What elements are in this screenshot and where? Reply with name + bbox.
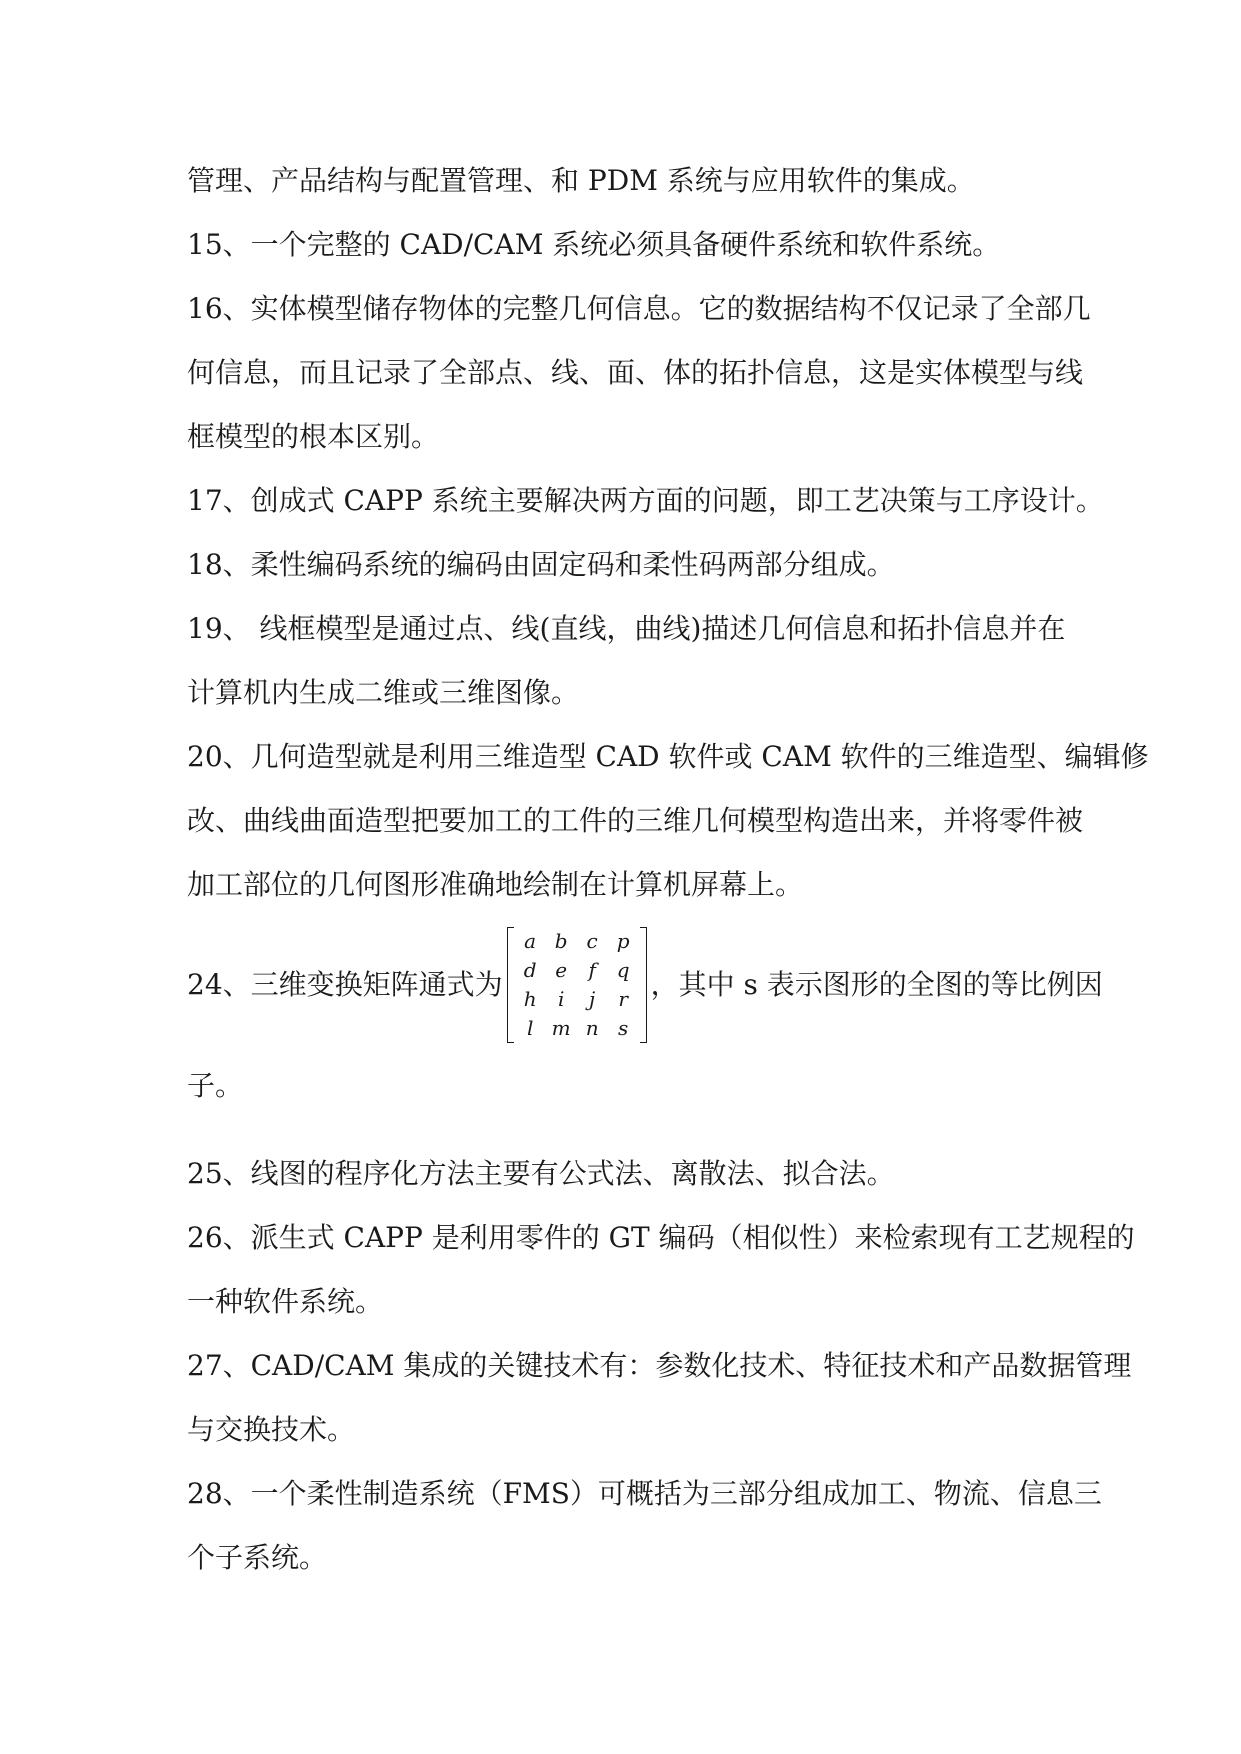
item-17: 17、创成式 CAPP 系统主要解决两方面的问题，即工艺决策与工序设计。 [187,484,1104,517]
matrix-cell: d [523,958,537,982]
text-line: 一种软件系统。 [187,1285,384,1318]
matrix-cell: c [586,929,598,953]
matrix-cell: e [555,958,568,982]
transform-matrix [507,927,647,1043]
item-16: 16、实体模型储存物体的完整几何信息。它的数据结构不仅记录了全部几 [187,292,1091,325]
matrix-cell: q [616,958,630,982]
matrix-cell: j [589,987,596,1011]
item-15: 15、一个完整的 CAD/CAM 系统必须具备硬件系统和软件系统。 [187,228,1001,261]
matrix-cell: r [618,987,628,1011]
matrix-prefix: 24、三维变换矩阵通式为 [187,968,503,1001]
matrix-cell: l [526,1016,534,1040]
matrix-cell: n [585,1016,599,1040]
matrix-cell: b [554,929,568,953]
matrix-cell: i [557,987,565,1011]
item-19: 19、 线框模型是通过点、线(直线，曲线)描述几何信息和拓扑信息并在 [187,612,1066,645]
text-line: 改、曲线曲面造型把要加工的工件的三维几何模型构造出来，并将零件被 [187,804,1084,837]
matrix-cell: f [588,958,596,982]
matrix-suffix: ，其中 s 表示图形的全图的等比例因 [650,968,1103,1001]
text-line: 框模型的根本区别。 [187,420,440,453]
matrix-cell: a [524,929,537,953]
text-line: 与交换技术。 [187,1413,356,1446]
item-26: 26、派生式 CAPP 是利用零件的 GT 编码（相似性）来检索现有工艺规程的 [187,1221,1135,1254]
matrix-cell: m [551,1016,571,1040]
text-line: 个子系统。 [187,1541,328,1574]
matrix-cell: p [616,929,630,953]
text-line: 何信息，而且记录了全部点、线、面、体的拓扑信息，这是实体模型与线 [187,356,1084,389]
text-line: 计算机内生成二维或三维图像。 [187,676,580,709]
item-18: 18、柔性编码系统的编码由固定码和柔性码两部分组成。 [187,548,895,581]
matrix-cell: h [523,987,537,1011]
item-27: 27、CAD/CAM 集成的关键技术有：参数化技术、特征技术和产品数据管理 [187,1349,1132,1382]
item-24 [187,925,1103,1045]
item-20: 20、几何造型就是利用三维造型 CAD 软件或 CAM 软件的三维造型、编辑修 [187,740,1149,773]
text-line: 加工部位的几何图形准确地绘制在计算机屏幕上。 [187,868,804,901]
text-line: 管理、产品结构与配置管理、和 PDM 系统与应用软件的集成。 [187,164,975,197]
matrix-cell: s [618,1016,629,1040]
item-28: 28、一个柔性制造系统（FMS）可概括为三部分组成加工、物流、信息三 [187,1477,1102,1510]
text-line: 子。 [187,1069,244,1102]
item-25: 25、线图的程序化方法主要有公式法、离散法、拟合法。 [187,1157,895,1190]
